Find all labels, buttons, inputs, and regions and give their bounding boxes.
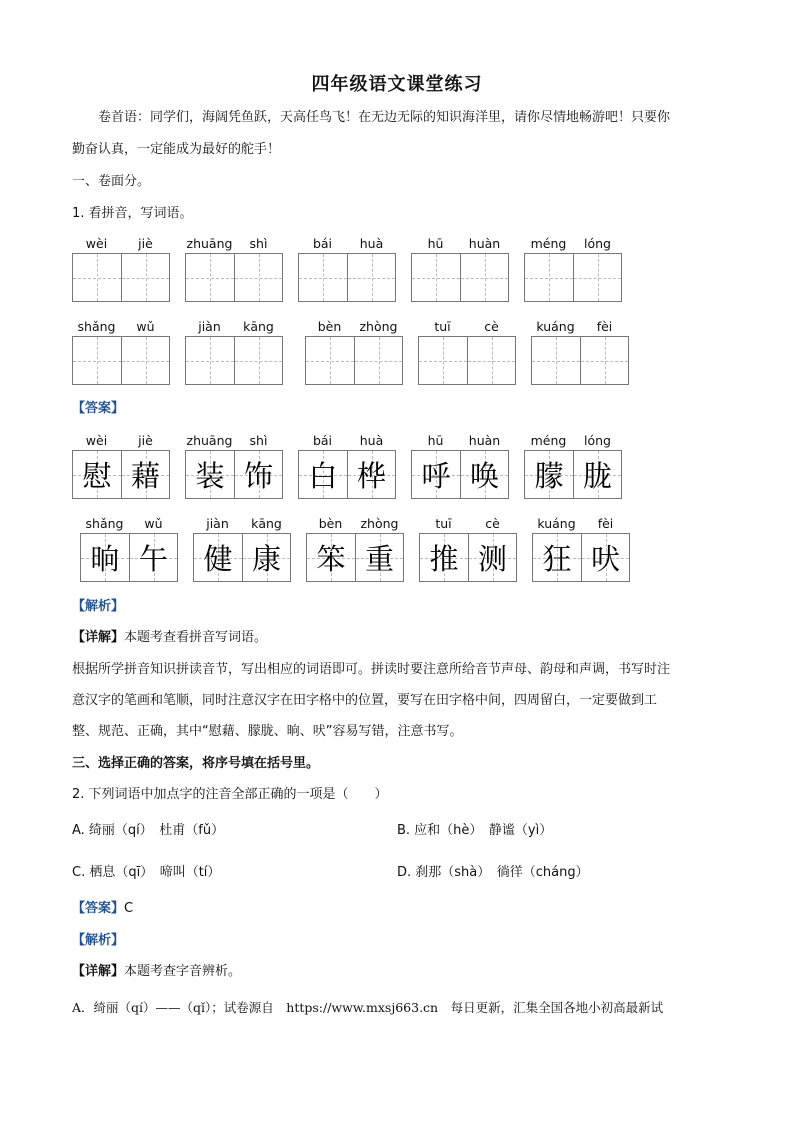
hanzi-char	[299, 254, 347, 301]
hanzi-char	[235, 337, 282, 384]
grid-cell	[468, 534, 516, 581]
option-b: B. 应和（hè） 静谧（yì）	[397, 823, 553, 838]
pinyin: cè	[484, 319, 499, 334]
grid-cell	[580, 337, 628, 384]
grid-cell	[186, 254, 234, 301]
hanzi-char: 午	[138, 542, 168, 576]
last-line: A．绮丽（qí）——（qǐ）；试卷源自 https://www.mxsj663.cn 每日更新，汇集全国各地小初高最新试	[72, 1000, 664, 1015]
tianzige-grid	[298, 253, 396, 302]
tianzige-grid	[305, 336, 403, 385]
grid-cell	[532, 337, 580, 384]
pinyin: kuáng	[537, 516, 576, 531]
analysis-label: 【解析】	[72, 599, 125, 614]
grid-cell	[412, 254, 460, 301]
hanzi-char: 饰	[243, 459, 273, 493]
tianzige-grid	[72, 336, 170, 385]
grid-cell	[525, 254, 573, 301]
tianzige-grid	[411, 450, 509, 499]
pinyin: shǎng	[85, 516, 124, 531]
grid-cell	[347, 254, 395, 301]
grid-cell	[186, 451, 234, 498]
pinyin: wèi	[85, 236, 108, 251]
pinyin: zhòng	[360, 516, 399, 531]
hanzi-char	[419, 337, 467, 384]
grid-cell	[467, 337, 515, 384]
tianzige-grid	[411, 253, 509, 302]
hanzi-char: 桦	[356, 459, 386, 493]
hanzi-char: 健	[203, 542, 233, 576]
pinyin: méng	[530, 433, 567, 448]
pinyin: lóng	[584, 433, 611, 448]
pinyin: wǔ	[136, 319, 155, 334]
pinyin: shǎng	[77, 319, 116, 334]
pinyin: huà	[359, 433, 384, 448]
pinyin: bèn	[317, 319, 342, 334]
pinyin: huàn	[468, 433, 501, 448]
hanzi-char	[468, 337, 515, 384]
pinyin: huàn	[468, 236, 501, 251]
tianzige-grid	[185, 450, 283, 499]
hanzi-char: 白	[308, 459, 338, 493]
answer-2	[72, 900, 133, 918]
grid-cell	[129, 534, 177, 581]
section-1-heading: 一、卷面分。	[72, 174, 151, 189]
question-1: 1. 看拼音，写词语。	[72, 206, 193, 221]
tianzige-grid	[419, 533, 517, 582]
pinyin: méng	[530, 236, 567, 251]
pinyin: jiè	[138, 236, 153, 251]
explanation-line-1: 根据所学拼音知识拼读音节，写出相应的词语即可。拼读时要注意所给音节声母、韵母和声调，书写时注	[72, 662, 671, 677]
detail-text: 本题考查看拼音写词语。	[124, 630, 268, 645]
hanzi-char: 装	[195, 459, 225, 493]
pinyin: tuī	[434, 319, 451, 334]
grid-cell	[194, 534, 242, 581]
pinyin: kuáng	[536, 319, 575, 334]
tianzige-grid	[298, 450, 396, 499]
detail-label: 【详解】	[72, 630, 125, 645]
hanzi-char: 狂	[542, 542, 572, 576]
grid-cell	[242, 534, 290, 581]
answer-2-value: C	[124, 901, 134, 916]
grid-cell	[573, 254, 621, 301]
page-title: 四年级语文课堂练习	[311, 74, 483, 95]
hanzi-char: 重	[364, 542, 394, 576]
explanation-line-2: 意汉字的笔画和笔顺，同时注意汉字在田字格中的位置，要写在田字格中间，四周留白，一定要做到工	[72, 693, 658, 708]
detail-2-label: 【详解】	[72, 964, 125, 979]
tianzige-grid	[532, 533, 630, 582]
pinyin: hū	[427, 433, 444, 448]
option-a: A. 绮丽（qí） 杜甫（fǔ）	[72, 823, 225, 838]
pinyin: kāng	[243, 319, 274, 334]
grid-cell	[533, 534, 581, 581]
analysis-2-label: 【解析】	[72, 933, 125, 948]
grid-cell	[525, 451, 573, 498]
tianzige-grid	[531, 336, 629, 385]
pinyin: wèi	[85, 433, 108, 448]
hanzi-char	[122, 254, 169, 301]
pinyin: jiàn	[198, 319, 221, 334]
grid-cell	[355, 534, 403, 581]
hanzi-char	[122, 337, 169, 384]
grid-cell	[420, 534, 468, 581]
section-3-heading: 三、选择正确的答案，将序号填在括号里。	[72, 756, 320, 771]
hanzi-char: 吠	[590, 542, 620, 576]
grid-cell	[573, 451, 621, 498]
grid-cell	[186, 337, 234, 384]
hanzi-char	[461, 254, 508, 301]
grid-cell	[354, 337, 402, 384]
grid-cell	[234, 254, 282, 301]
intro-line-1: 卷首语：同学们，海阔凭鱼跃，天高任鸟飞！在无边无际的知识海洋里，请你尽情地畅游吧！只要你	[98, 110, 671, 125]
tianzige-grid	[193, 533, 291, 582]
option-d: D. 刹那（shà） 徜徉（cháng）	[397, 865, 589, 880]
hanzi-char: 慰	[82, 459, 112, 493]
pinyin: fèi	[597, 516, 614, 531]
tianzige-grid	[72, 450, 170, 499]
hanzi-char: 唤	[469, 459, 499, 493]
pinyin: bái	[312, 236, 333, 251]
grid-cell	[299, 254, 347, 301]
hanzi-char	[235, 254, 282, 301]
tianzige-grid	[72, 253, 170, 302]
question-2: 2. 下列词语中加点字的注音全部正确的一项是（ ）	[72, 787, 388, 802]
hanzi-char	[348, 254, 395, 301]
pinyin: cè	[485, 516, 500, 531]
pinyin: lóng	[584, 236, 611, 251]
hanzi-char: 晌	[90, 542, 120, 576]
grid-cell	[460, 254, 508, 301]
grid-cell	[73, 254, 121, 301]
hanzi-char	[306, 337, 354, 384]
hanzi-char	[574, 254, 621, 301]
hanzi-char	[412, 254, 460, 301]
pinyin: zhòng	[359, 319, 398, 334]
hanzi-char	[355, 337, 402, 384]
tianzige-grid	[185, 253, 283, 302]
tianzige-grid	[185, 336, 283, 385]
grid-cell	[121, 254, 169, 301]
grid-cell	[299, 451, 347, 498]
hanzi-char	[532, 337, 580, 384]
grid-cell	[73, 451, 121, 498]
grid-cell	[307, 534, 355, 581]
hanzi-char: 呼	[421, 459, 451, 493]
tianzige-grid	[524, 450, 622, 499]
pinyin: wǔ	[144, 516, 163, 531]
tianzige-grid	[524, 253, 622, 302]
pinyin: jiè	[138, 433, 153, 448]
grid-cell	[412, 451, 460, 498]
pinyin: fèi	[596, 319, 613, 334]
tianzige-grid	[80, 533, 178, 582]
explanation-line-3: 整、规范、正确，其中“慰藉、朦胧、晌、吠”容易写错，注意书写。	[72, 724, 463, 739]
hanzi-char: 笨	[316, 542, 346, 576]
grid-cell	[73, 337, 121, 384]
hanzi-char	[581, 337, 628, 384]
grid-cell	[81, 534, 129, 581]
hanzi-char	[73, 254, 121, 301]
detail-2	[72, 963, 241, 981]
pinyin: zhuāng	[186, 433, 233, 448]
grid-cell	[121, 337, 169, 384]
pinyin: jiàn	[206, 516, 229, 531]
option-c: C. 栖息（qī） 啼叫（tí）	[72, 865, 221, 880]
answer-label: 【答案】	[72, 401, 125, 416]
grid-cell	[347, 451, 395, 498]
pinyin: tuī	[435, 516, 452, 531]
hanzi-char	[525, 254, 573, 301]
tianzige-grid	[418, 336, 516, 385]
pinyin: shì	[249, 433, 268, 448]
pinyin: kāng	[251, 516, 282, 531]
hanzi-char: 测	[477, 542, 507, 576]
hanzi-char: 藉	[130, 459, 160, 493]
grid-cell	[419, 337, 467, 384]
pinyin: hū	[427, 236, 444, 251]
pinyin: bèn	[318, 516, 343, 531]
detail-2-text: 本题考查字音辨析。	[124, 964, 242, 979]
pinyin: shì	[249, 236, 268, 251]
pinyin: huà	[359, 236, 384, 251]
grid-cell	[234, 337, 282, 384]
grid-cell	[306, 337, 354, 384]
hanzi-char: 胧	[582, 459, 612, 493]
grid-cell	[581, 534, 629, 581]
hanzi-char	[186, 254, 234, 301]
pinyin: zhuāng	[186, 236, 233, 251]
intro-line-2: 勤奋认真，一定能成为最好的舵手！	[72, 142, 281, 157]
grid-cell	[460, 451, 508, 498]
pinyin: bái	[312, 433, 333, 448]
hanzi-char: 康	[251, 542, 281, 576]
tianzige-grid	[306, 533, 404, 582]
detail-1	[72, 629, 267, 647]
hanzi-char: 推	[429, 542, 459, 576]
grid-cell	[234, 451, 282, 498]
grid-cell	[121, 451, 169, 498]
hanzi-char	[186, 337, 234, 384]
answer-2-label: 【答案】	[72, 901, 125, 916]
hanzi-char: 朦	[534, 459, 564, 493]
hanzi-char	[73, 337, 121, 384]
